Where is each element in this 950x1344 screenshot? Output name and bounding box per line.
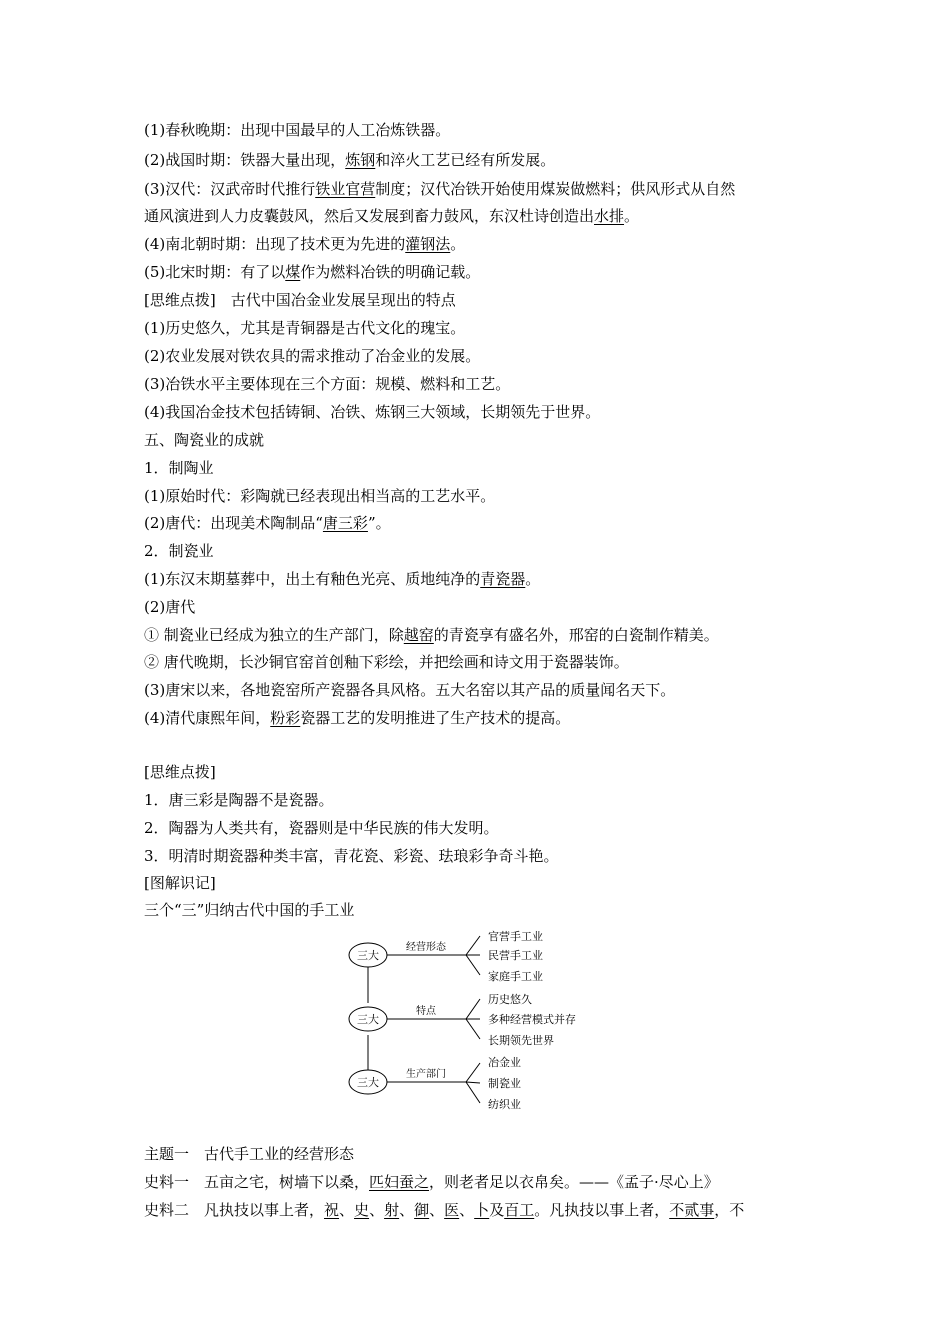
- underlined-term: 粉彩: [270, 709, 301, 727]
- topic-title: 主题一 古代手工业的经营形态: [144, 1145, 355, 1163]
- tip-item: 1．唐三彩是陶器不是瓷器。: [144, 791, 334, 809]
- branch-line: [466, 955, 480, 975]
- iron-line-2: [144, 150, 555, 170]
- tip-item: 2．陶器为人类共有，瓷器则是中华民族的伟大发明。: [144, 819, 499, 837]
- diagram-caption: 三个“三”归纳古代中国的手工业: [144, 901, 355, 919]
- paragraph: [144, 513, 391, 533]
- underlined-term: 炼钢: [345, 151, 376, 169]
- text: (2)战国时期：铁器大量出现，: [144, 151, 346, 169]
- iron-line-4: [144, 206, 639, 226]
- text: 、: [429, 1201, 445, 1219]
- text: 、: [339, 1201, 355, 1219]
- leaf-label: 家庭手工业: [488, 970, 543, 983]
- text: (3)汉代：汉武帝时代推行: [144, 180, 316, 198]
- branch-label: 特点: [416, 1006, 436, 1017]
- paragraph: (1)原始时代：彩陶就已经表现出相当高的工艺水平。: [144, 487, 496, 505]
- leaf-label: 民营手工业: [488, 949, 543, 962]
- text: (4)清代康熙年间，: [144, 709, 271, 727]
- tip-title: [思维点拨] 古代中国冶金业发展呈现出的特点: [144, 291, 456, 309]
- text: 瓷器工艺的发明推进了生产技术的提高。: [300, 709, 571, 727]
- text: 史料一 五亩之宅，树墙下以桑，: [144, 1173, 370, 1191]
- text: (4)南北朝时期：出现了技术更为先进的: [144, 235, 406, 253]
- text: 作为燃料冶铁的明确记载。: [300, 263, 481, 281]
- text: 、: [399, 1201, 415, 1219]
- text: 、: [369, 1201, 385, 1219]
- underlined-term: 铁业官营: [315, 180, 376, 198]
- branch-label: 经营形态: [406, 942, 446, 953]
- text: (2)唐代：出现美术陶制品“: [144, 514, 323, 532]
- text: 和淬火工艺已经有所发展。: [375, 151, 556, 169]
- iron-line-1: [144, 120, 450, 140]
- text: ”。: [367, 514, 391, 532]
- text: 。凡执技以事上者，: [534, 1201, 670, 1219]
- underlined-term: 匹妇蚕之: [369, 1173, 430, 1191]
- underlined-term: 史: [354, 1201, 370, 1219]
- node-label: 三大: [357, 1076, 379, 1089]
- section-heading: 五、陶瓷业的成就: [144, 431, 265, 449]
- paragraph: (2)唐代: [144, 598, 196, 616]
- text: ，则老者足以衣帛矣。——《孟子·尽心上》: [429, 1173, 719, 1191]
- text: 的青瓷享有盛名外，邢窑的白瓷制作精美。: [433, 626, 719, 644]
- leaf-label: 冶金业: [488, 1056, 521, 1069]
- branch-line: [466, 1019, 480, 1039]
- text: 及: [489, 1201, 505, 1219]
- paragraph: [144, 708, 570, 728]
- tip-title: [思维点拨]: [144, 763, 216, 781]
- underlined-term: 祝: [324, 1201, 340, 1219]
- tip-item: (2)农业发展对铁农具的需求推动了冶金业的发展。: [144, 347, 481, 365]
- paragraph: (3)唐宋以来，各地瓷窑所产瓷器各具风格。五大名窑以其产品的质量闻名天下。: [144, 681, 676, 699]
- iron-line-5: [144, 234, 465, 254]
- underlined-term: 水排: [594, 207, 625, 225]
- paragraph: [144, 625, 719, 645]
- text: ① 制瓷业已经成为独立的生产部门，除: [144, 626, 404, 644]
- text: 史料二 凡执技以事上者，: [144, 1201, 325, 1219]
- branch-line: [466, 1082, 480, 1083]
- branch-line: [466, 999, 480, 1019]
- leaf-label: 多种经营模式并存: [488, 1013, 576, 1026]
- underlined-term: 射: [384, 1201, 400, 1219]
- subheading: 1．制陶业: [144, 459, 214, 477]
- text: (1)东汉末期墓葬中，出土有釉色光亮、质地纯净的: [144, 570, 481, 588]
- text: ，不: [714, 1201, 745, 1219]
- leaf-label: 长期领先世界: [488, 1034, 554, 1047]
- iron-line-3: [144, 179, 735, 199]
- leaf-label: 官营手工业: [488, 930, 543, 943]
- leaf-label: 制瓷业: [488, 1077, 521, 1090]
- text: 。: [624, 207, 640, 225]
- underlined-term: 灌钢法: [405, 235, 451, 253]
- underlined-term: 不贰事: [669, 1201, 715, 1219]
- underlined-term: 煤: [285, 263, 301, 281]
- leaf-label: 纺织业: [488, 1098, 521, 1111]
- node-label: 三大: [357, 1013, 379, 1026]
- underlined-term: 百工: [504, 1201, 535, 1219]
- text: 、: [459, 1201, 475, 1219]
- text: (1)春秋晚期：出现中国最早的人工冶炼铁器。: [144, 121, 451, 139]
- text: (5)北宋时期：有了以: [144, 263, 286, 281]
- underlined-term: 卜: [474, 1201, 490, 1219]
- underlined-term: 唐三彩: [322, 514, 368, 532]
- diagram-section-title: [图解识记]: [144, 874, 216, 892]
- text: 通风演进到人力皮囊鼓风，然后又发展到畜力鼓风，东汉杜诗创造出: [144, 207, 595, 225]
- source-two: [144, 1200, 744, 1220]
- text: 。: [525, 570, 541, 588]
- paragraph: ② 唐代晚期，长沙铜官窑首创釉下彩绘，并把绘画和诗文用于瓷器装饰。: [144, 653, 629, 671]
- branch-label: 生产部门: [406, 1069, 446, 1080]
- node-label: 三大: [357, 949, 379, 962]
- branch-line: [466, 936, 480, 955]
- branch-line: [466, 1063, 480, 1082]
- leaf-label: 历史悠久: [488, 993, 532, 1006]
- tip-item: (4)我国冶金技术包括铸铜、冶铁、炼钢三大领域，长期领先于世界。: [144, 403, 601, 421]
- text: 。: [450, 235, 466, 253]
- tip-item: 3．明清时期瓷器种类丰富，青花瓷、彩瓷、珐琅彩争奇斗艳。: [144, 847, 559, 865]
- underlined-term: 医: [444, 1201, 460, 1219]
- diagram-svg: [338, 925, 608, 1120]
- tip-item: (3)冶铁水平主要体现在三个方面：规模、燃料和工艺。: [144, 375, 511, 393]
- paragraph: [144, 569, 540, 589]
- tip-item: (1)历史悠久，尤其是青铜器是古代文化的瑰宝。: [144, 319, 466, 337]
- text: 制度；汉代冶铁开始使用煤炭做燃料；供风形式从自然: [375, 180, 736, 198]
- underlined-term: 青瓷器: [480, 570, 526, 588]
- subheading: 2．制瓷业: [144, 542, 214, 560]
- underlined-term: 御: [414, 1201, 430, 1219]
- handicraft-diagram: [338, 925, 608, 1120]
- underlined-term: 越窑: [403, 626, 434, 644]
- source-one: [144, 1172, 719, 1192]
- branch-line: [466, 1082, 480, 1103]
- iron-line-6: [144, 262, 480, 282]
